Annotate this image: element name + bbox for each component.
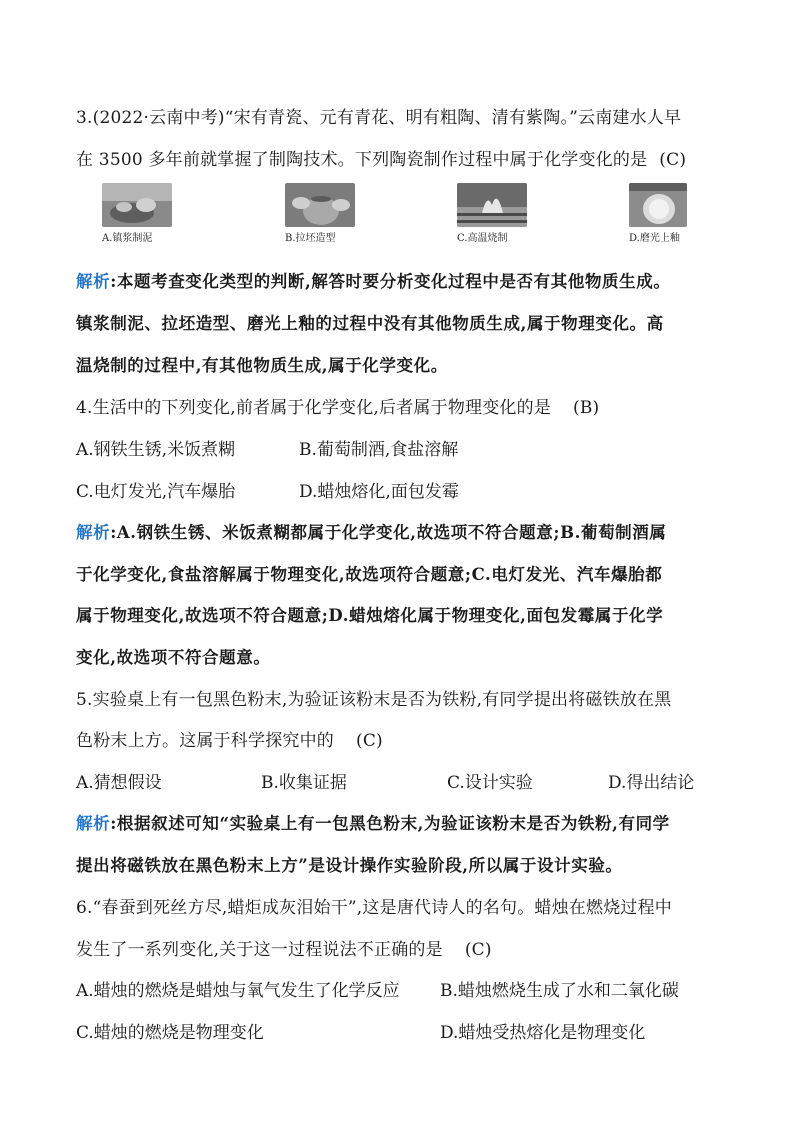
q4-explanation-line1 (76, 522, 666, 544)
q6-stem-line1: 6.“春蚕到死丝方尽,蜡炬成灰泪始干”,这是唐代诗人的名句。蜡烛在燃烧过程中 (76, 898, 673, 918)
q3-explanation-label: 解析 (76, 272, 111, 291)
q3-caption-a: A.镇浆制泥 (102, 233, 153, 244)
q4-option-d: D.蜡烛熔化,面包发霉 (299, 482, 459, 502)
kiln-firing-photo (457, 183, 527, 227)
q4-explanation-text1: :A.钢铁生锈、米饭煮糊都属于化学变化,故选项不符合题意;B.葡萄制酒属 (110, 523, 667, 542)
q3-explanation-line2: 镇浆制泥、拉坯造型、磨光上釉的过程中没有其他物质生成,属于物理变化。高 (76, 314, 664, 333)
q4-stem (76, 397, 599, 419)
q5-explanation-line2: 提出将磁铁放在黑色粉末上方”是设计操作实验阶段,所以属于设计实验。 (76, 856, 623, 875)
q6-option-d: D.蜡烛受热熔化是物理变化 (440, 1023, 646, 1043)
q3-stem-text: 在 3500 多年前就掌握了制陶技术。下列陶瓷制作过程中属于化学变化的是 (76, 150, 648, 170)
q5-option-a: A.猜想假设 (76, 773, 162, 793)
q3-stem-line1: 3.(2022·云南中考)“宋有青瓷、元有青花、明有粗陶、清有紫陶。”云南建水人早 (76, 108, 682, 128)
q5-answer: (C) (356, 731, 383, 751)
q4-explanation-line3: 属于物理变化,故选项不符合题意;D.蜡烛熔化属于物理变化,面包发霉属于化学 (76, 606, 664, 625)
q3-image-c (457, 183, 527, 246)
q3-stem-line2 (76, 149, 686, 171)
q3-explanation-line1 (76, 271, 670, 293)
q3-image-b (285, 183, 355, 246)
pottery-throwing-photo (285, 183, 355, 227)
q3-caption-b: B.拉坯造型 (285, 233, 336, 244)
q3-image-d (629, 183, 687, 246)
q3-caption-c: C.高温烧制 (457, 233, 508, 244)
q5-explanation-label: 解析 (76, 814, 111, 833)
q6-answer: (C) (464, 940, 492, 960)
q4-answer: (B) (573, 398, 600, 418)
q5-stem-line1: 5.实验桌上有一包黑色粉末,为验证该粉末是否为铁粉,有同学提出将磁铁放在黑 (76, 690, 672, 710)
q4-stem-text: 4.生活中的下列变化,前者属于化学变化,后者属于物理变化的是 (76, 398, 552, 418)
q3-image-a (102, 183, 172, 246)
q4-explanation-label: 解析 (76, 523, 111, 542)
glazing-photo (629, 183, 687, 227)
q5-stem-line2 (76, 730, 383, 752)
q6-option-b: B.蜡烛燃烧生成了水和二氧化碳 (440, 981, 679, 1001)
q6-option-c: C.蜡烛的燃烧是物理变化 (76, 1023, 264, 1043)
q5-explanation-line1 (76, 813, 670, 835)
q4-option-c: C.电灯发光,汽车爆胎 (76, 482, 236, 502)
q5-option-d: D.得出结论 (608, 773, 695, 793)
q6-stem-line2 (76, 939, 492, 961)
q3-explanation-text1: :本题考查变化类型的判断,解答时要分析变化过程中是否有其他物质生成。 (110, 272, 671, 291)
q5-stem-text: 色粉末上方。这属于科学探究中的 (76, 731, 334, 751)
q6-stem-text: 发生了一系列变化,关于这一过程说法不正确的是 (76, 940, 443, 960)
q6-option-a: A.蜡烛的燃烧是蜡烛与氧气发生了化学反应 (76, 981, 400, 1001)
q3-caption-d: D.磨光上釉 (629, 233, 680, 244)
q3-answer: (C) (659, 150, 687, 170)
q4-option-a: A.钢铁生锈,米饭煮糊 (76, 440, 236, 460)
q3-image-row (76, 183, 736, 253)
q5-explanation-text1: :根据叙述可知“实验桌上有一包黑色粉末,为验证该粉末是否为铁粉,有同学 (110, 814, 670, 833)
q4-explanation-line2: 于化学变化,食盐溶解属于物理变化,故选项符合题意;C.电灯发光、汽车爆胎都 (76, 565, 663, 584)
clay-mixing-photo (102, 183, 172, 227)
q5-option-c: C.设计实验 (447, 773, 533, 793)
q4-option-b: B.葡萄制酒,食盐溶解 (299, 440, 459, 460)
q4-explanation-line4: 变化,故选项不符合题意。 (76, 648, 271, 667)
q3-explanation-line3: 温烧制的过程中,有其他物质生成,属于化学变化。 (76, 356, 448, 375)
q5-option-b: B.收集证据 (261, 773, 347, 793)
